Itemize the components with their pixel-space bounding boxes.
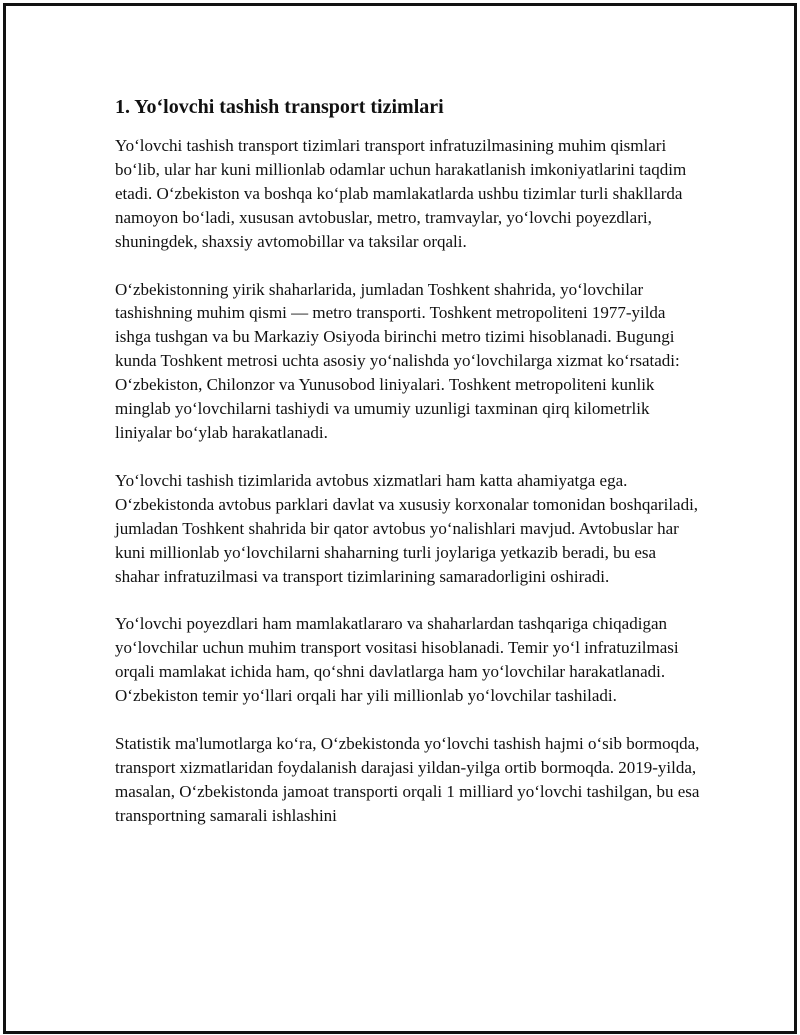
paragraph-metro: O‘zbekistonning yirik shaharlarida, jumladan Toshkent shahrida, yo‘lovchilar tashishning muhim qismi — metro transporti. Toshkent metropoliteni 1977-yilda ishga tushgan va bu Markaziy Osiyoda birinchi metro tizimi hisoblanadi. Bugungi kunda Toshkent metrosi uchta asosiy yo‘nalishda yo‘lovchilarga xizmat ko‘rsatadi: O‘zbekiston, Chilonzor va Yunusobod liniyalari. Toshkent metropoliteni kunlik minglab yo‘lovchilarni tashiydi va umumiy uzunligi taxminan qirq kilometrlik liniyalar bo‘ylab harakatlanadi.	[115, 279, 680, 442]
document-body	[115, 93, 700, 852]
paragraph-bus: Yo‘lovchi tashish tizimlarida avtobus xizmatlari ham katta ahamiyatga ega. O‘zbekistonda avtobus parklari davlat va xususiy korxonalar tomonidan boshqariladi, jumladan Toshkent shahrida bir qator avtobus yo‘nalishlari mavjud. Avtobuslar har kuni millionlab yo‘lovchilarni shaharning turli joylariga yetkazib beradi, bu esa shahar infratuzilmasi va transport tizimlarining samaradorligini oshiradi.	[115, 470, 699, 586]
paragraph-rail: Yo‘lovchi poyezdlari ham mamlakatlararo va shaharlardan tashqariga chiqadigan yo‘lovchilar uchun muhim transport vositasi hisoblanadi. Temir yo‘l infratuzilmasi orqali mamlakat ichida ham, qo‘shni davlatlarga ham yo‘lovchilar harakatlanadi. O‘zbekiston temir yo‘llari orqali har yili millionlab yo‘lovchilar tashiladi.	[115, 614, 679, 706]
paragraph-statistics: Statistik ma'lumotlarga ko‘ra, O‘zbekistonda yo‘lovchi tashish hajmi o‘sib bormoqda, transport xizmatlaridan foydalanish darajasi yildan-yilga ortib bormoqda. 2019-yilda, masalan, O‘zbekistonda jamoat transporti orqali 1 milliard yo‘lovchi tashilgan, bu esa transportning samarali ishlashini	[115, 734, 700, 825]
paragraph-intro: Yo‘lovchi tashish transport tizimlari transport infratuzilmasining muhim qismlari bo‘lib, ular har kuni millionlab odamlar uchun harakatlanish imkoniyatlarini taqdim etadi. O‘zbekiston va boshqa ko‘plab mamlakatlarda ushbu tizimlar turli shakllarda namoyon bo‘ladi, xususan avtobuslar, metro, tramvaylar, yo‘lovchi poyezdlari, shuningdek, shaxsiy avtomobillar va taksilar orqali.	[115, 136, 687, 251]
section-heading: 1. Yo‘lovchi tashish transport tizimlari	[115, 96, 444, 118]
